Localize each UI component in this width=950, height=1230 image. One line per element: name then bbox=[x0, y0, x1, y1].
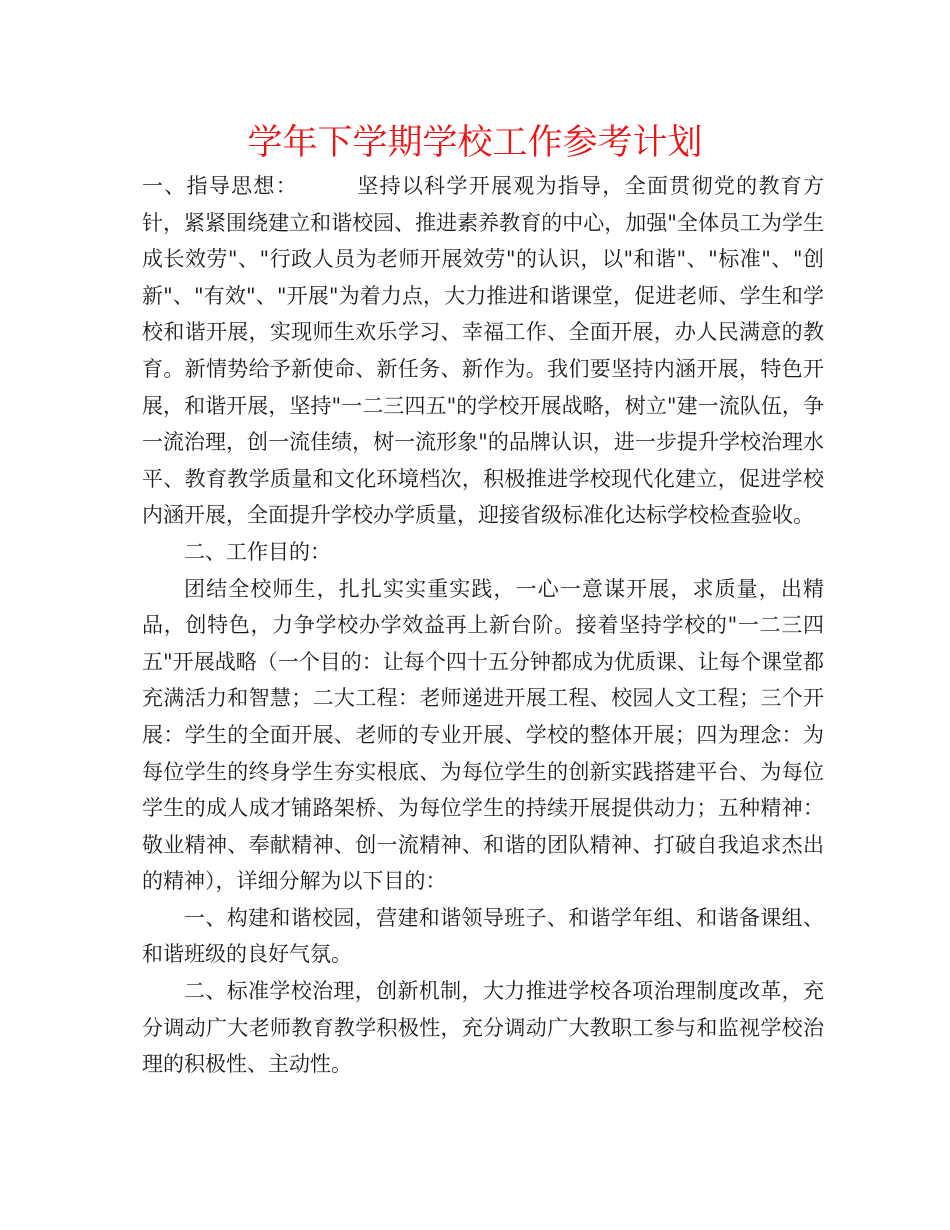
section-work-goals-heading: 二、工作目的： bbox=[184, 539, 331, 564]
goal-item-1: 一、构建和谐校园，营建和谐领导班子、和谐学年组、和谐备课组、和谐班级的良好气氛。 bbox=[142, 905, 824, 967]
section-guiding-ideology bbox=[142, 168, 824, 534]
section-work-goals-text: 团结全校师生，扎扎实实重实践，一心一意谋开展，求质量，出精品，创特色，力争学校办学效益再上新台阶。接着坚持学校的"一二三四五"开展战略（一个目的：让每个四十五分钟都成为优质课、让每个课堂都充满活力和智慧；二大工程：老师递进开展工程、校园人文工程；三个开展：学生的全面开展、老师的专业开展、学校的整体开展；四为理念：为每位学生的终身学生夯实根底、为每位学生的创新实践搭建平台、为每位学生的成人成才铺路架桥、为每位学生的持续开展提供动力；五种精神：敬业精神、奉献精神、创一流精神、和谐的团队精神、打破自我追求杰出的精神），详细分解为以下目的： bbox=[142, 576, 824, 894]
document-body bbox=[142, 168, 824, 1083]
document-title: 学年下学期学校工作参考计划 bbox=[247, 123, 703, 163]
section-text: 坚持以科学开展观为指导，全面贯彻党的教育方针，紧紧围绕建立和谐校园、推进素养教育的中心，加强"全体员工为学生成长效劳"、"行政人员为老师开展效劳"的认识，以"和谐"、"标准"、"创新"、"有效"、"开展"为着力点，大力推进和谐课堂，促进老师、学生和学校和谐开展，实现师生欢乐学习、幸福工作、全面开展，办人民满意的教育。新情势给予新使命、新任务、新作为。我们要坚持内涵开展，特色开展，和谐开展，坚持"一二三四五"的学校开展战略，树立"建一流队伍，争一流治理，创一流佳绩，树一流形象"的品牌认识，进一步提升学校治理水平、教育教学质量和文化环境档次，积极推进学校现代化建立，促进学校内涵开展，全面提升学校办学质量，迎接省级标准化达标学校检查验收。 bbox=[142, 174, 824, 528]
goal-item-2: 二、标准学校治理，创新机制，大力推进学校各项治理制度改革，充分调动广大老师教育教学积极性，充分调动广大教职工参与和监视学校治理的积极性、主动性。 bbox=[142, 979, 824, 1077]
section-heading: 一、指导思想： bbox=[142, 174, 298, 198]
